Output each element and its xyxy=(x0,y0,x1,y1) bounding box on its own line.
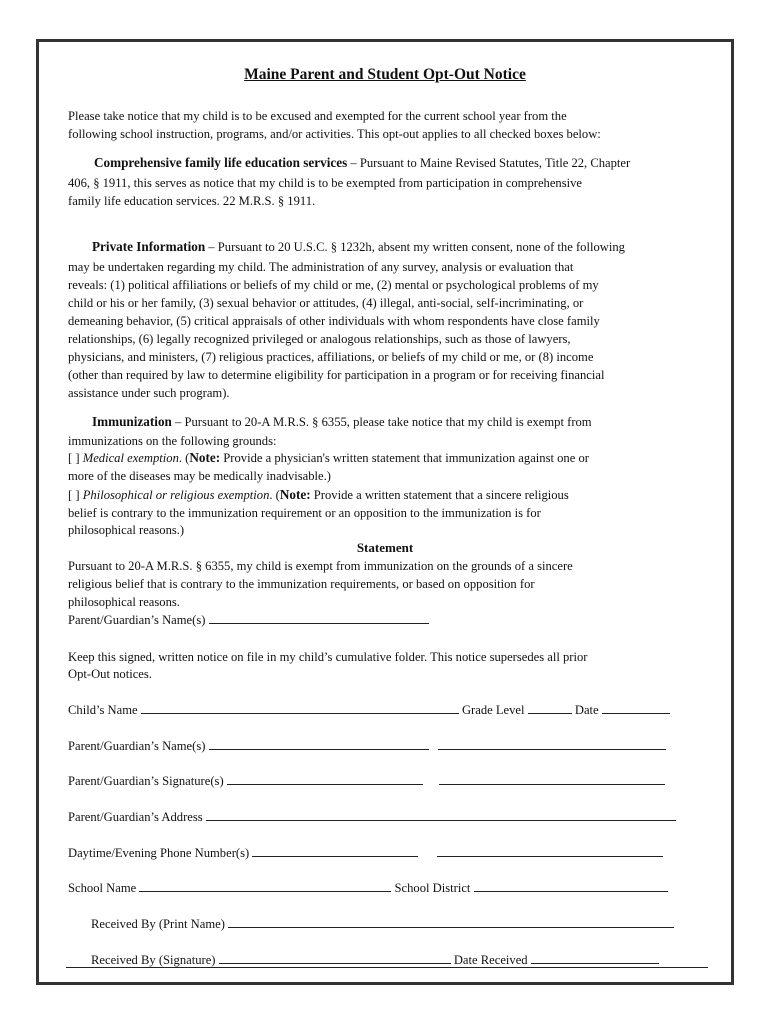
medical-exemption-checkbox[interactable]: [ ] xyxy=(68,451,80,465)
received-signature-row xyxy=(91,952,659,968)
immunization-line-1 xyxy=(92,414,592,430)
immunization-text: – Pursuant to 20-A M.R.S. § 6355, please take notice that my child is exempt from xyxy=(171,415,592,429)
grade-level-field[interactable] xyxy=(528,702,572,714)
date-received-field[interactable] xyxy=(531,952,659,964)
bottom-rule xyxy=(66,967,708,968)
school-name-label: School Name xyxy=(68,881,137,895)
statement-heading: Statement xyxy=(356,540,414,555)
philosophical-exemption-checkbox[interactable]: [ ] xyxy=(68,488,80,502)
intro-line-1: Please take notice that my child is to be excused and exempted for the current school year from the xyxy=(68,109,567,123)
guardian-signatures-label: Parent/Guardian’s Signature(s) xyxy=(68,774,224,788)
guardian-name-field-2[interactable] xyxy=(438,738,666,750)
family-life-line-1 xyxy=(94,155,630,171)
received-print-field[interactable] xyxy=(228,916,674,928)
guardian-signatures-row xyxy=(68,773,665,789)
guardian-names-row xyxy=(68,738,666,754)
grade-level-label: Grade Level xyxy=(461,703,525,717)
private-info-line: physicians, and ministers, (7) religious practices, affiliations, or beliefs of my child or me, or (8) income xyxy=(68,350,594,364)
medical-exemption-option[interactable] xyxy=(68,450,589,466)
private-info-line: (other than required by law to determine eligibility for participation in a program or for receiving financial xyxy=(68,368,605,382)
private-info-text: – Pursuant to 20 U.S.C. § 1232h, absent my written consent, none of the following xyxy=(205,240,625,254)
guardian-names-label: Parent/Guardian’s Name(s) xyxy=(68,739,206,753)
intro-line-2: following school instruction, programs, and/or activities. This opt-out applies to all checked boxes below: xyxy=(68,127,601,141)
medical-exemption-line-2: more of the diseases may be medically inadvisable.) xyxy=(68,469,331,483)
school-district-label: School District xyxy=(394,881,471,895)
received-print-row xyxy=(91,916,674,932)
note-open: . ( xyxy=(178,451,190,465)
keep-notice-line-2: Opt-Out notices. xyxy=(68,667,152,681)
guardian-address-field[interactable] xyxy=(206,809,676,821)
private-info-line: relationships, (6) legally recognized privileged or analogous relationships, such as those of lawyers, xyxy=(68,332,571,346)
statement-guardian-label: Parent/Guardian’s Name(s) xyxy=(68,613,206,627)
immunization-heading: Immunization xyxy=(92,414,172,429)
date-field[interactable] xyxy=(602,702,670,714)
private-info-line: assistance under such program). xyxy=(68,386,230,400)
statement-guardian-field[interactable] xyxy=(209,612,429,624)
statement-line: philosophical reasons. xyxy=(68,595,180,609)
received-print-label: Received By (Print Name) xyxy=(91,917,225,931)
guardian-address-label: Parent/Guardian’s Address xyxy=(68,810,203,824)
date-label: Date xyxy=(574,703,599,717)
statement-guardian-row xyxy=(68,612,429,628)
child-row xyxy=(68,702,670,718)
philosophical-exemption-line-2: belief is contrary to the immunization requirement or an opposition to the immunization is for xyxy=(68,506,541,520)
immunization-line-2: immunizations on the following grounds: xyxy=(68,434,277,448)
private-info-line: child or his or her family, (3) sexual behavior or attitudes, (4) illegal, anti-social, self-incriminating, or xyxy=(68,296,584,310)
school-name-field[interactable] xyxy=(139,880,391,892)
phone-label: Daytime/Evening Phone Number(s) xyxy=(68,846,250,860)
private-info-line: demeaning behavior, (5) critical appraisals of other individuals with whom respondents have close family xyxy=(68,314,600,328)
school-district-field[interactable] xyxy=(474,880,668,892)
child-name-field[interactable] xyxy=(141,702,459,714)
note-label: Note: xyxy=(279,487,311,502)
keep-notice-line-1: Keep this signed, written notice on file in my child’s cumulative folder. This notice supersedes all prior xyxy=(68,650,588,664)
received-signature-label: Received By (Signature) xyxy=(91,953,216,967)
note-label: Note: xyxy=(189,450,221,465)
medical-exemption-label: Medical exemption xyxy=(82,451,179,465)
document-title: Maine Parent and Student Opt-Out Notice xyxy=(244,66,526,83)
guardian-address-row xyxy=(68,809,676,825)
statement-line: Pursuant to 20-A M.R.S. § 6355, my child is exempt from immunization on the grounds of a sincere xyxy=(68,559,573,573)
family-life-text: – Pursuant to Maine Revised Statutes, Title 22, Chapter xyxy=(347,156,631,170)
note-text: Provide a physician's written statement that immunization against one or xyxy=(220,451,589,465)
philosophical-exemption-option[interactable] xyxy=(68,487,569,503)
guardian-name-field-1[interactable] xyxy=(209,738,429,750)
received-signature-field[interactable] xyxy=(219,952,451,964)
note-open: . ( xyxy=(269,488,280,502)
private-info-heading: Private Information xyxy=(92,239,206,254)
school-row xyxy=(68,880,668,896)
family-life-line-2: 406, § 1911, this serves as notice that my child is to be exempted from participation in comprehensive xyxy=(68,176,583,190)
guardian-signature-field-1[interactable] xyxy=(227,773,423,785)
family-life-line-3: family life education services. 22 M.R.S. § 1911. xyxy=(68,194,316,208)
phone-field-1[interactable] xyxy=(252,845,418,857)
phone-row xyxy=(68,845,663,861)
guardian-signature-field-2[interactable] xyxy=(439,773,665,785)
philosophical-exemption-label: Philosophical or religious exemption xyxy=(82,488,270,502)
statement-line: religious belief that is contrary to the immunization requirements, or based on opposition for xyxy=(68,577,535,591)
family-life-heading: Comprehensive family life education services xyxy=(94,155,348,170)
private-info-line: may be undertaken regarding my child. The administration of any survey, analysis or evaluation that xyxy=(68,260,574,274)
philosophical-exemption-line-3: philosophical reasons.) xyxy=(68,523,185,537)
child-name-label: Child’s Name xyxy=(68,703,138,717)
date-received-label: Date Received xyxy=(453,953,528,967)
phone-field-2[interactable] xyxy=(437,845,663,857)
private-info-line-1 xyxy=(92,239,625,255)
note-text: Provide a written statement that a sincere religious xyxy=(310,488,569,502)
private-info-line: reveals: (1) political affiliations or beliefs of my child or me, (2) mental or psychological problems of my xyxy=(68,278,599,292)
